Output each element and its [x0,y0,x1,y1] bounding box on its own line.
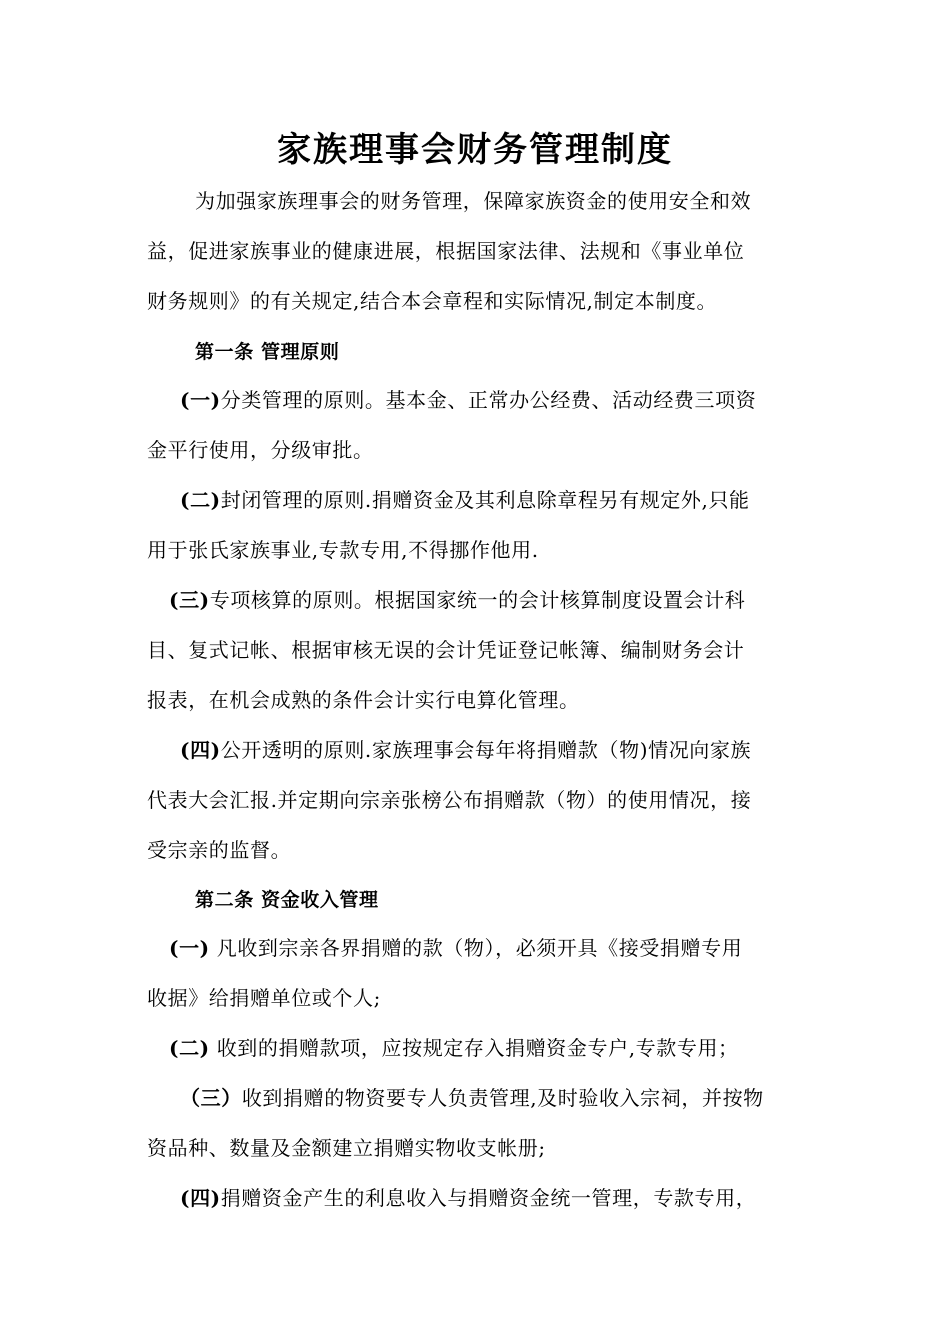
clause-line: 代表大会汇报.并定期向宗亲张榜公布捐赠款（物）的使用情况，接 [147,788,752,812]
clause-line: 收据》给捐赠单位或个人; [147,986,381,1010]
clause-line [180,486,840,514]
clause-line [180,736,840,764]
intro-line: 财务规则》的有关规定,结合本会章程和实际情况,制定本制度。 [147,289,718,313]
clause-line [169,586,829,614]
clause-line [180,1084,840,1112]
clause-line [169,934,829,962]
clause-marker: (三) [169,588,210,612]
intro-line: 为加强家族理事会的财务管理，保障家族资金的使用安全和效 [195,189,752,213]
clause-line: 用于张氏家族事业,专款专用,不得挪作他用. [147,538,539,562]
clause-text: 公开透明的原则.家族理事会每年将捐赠款（物)情况向家族 [220,738,752,762]
intro-line: 益，促进家族事业的健康进展，根据国家法律、法规和《事业单位 [147,239,745,263]
clause-text: 凡收到宗亲各界捐赠的款（物），必须开具《接受捐赠专用 [209,936,743,960]
clause-text: 封闭管理的原则.捐赠资金及其利息除章程另有规定外,只能 [220,488,750,512]
clause-marker: (四) [180,1186,221,1210]
clause-line: 目、复式记帐、根据审核无误的会计凭证登记帐簿、编制财务会计 [147,638,745,662]
clause-marker: (四) [180,738,221,762]
article-heading: 第一条 管理原则 [195,341,340,363]
clause-text: 捐赠资金产生的利息收入与捐赠资金统一管理，专款专用， [220,1186,757,1210]
clause-line: 报表，在机会成熟的条件会计实行电算化管理。 [147,688,580,712]
clause-line [169,1034,829,1062]
clause-line: 金平行使用，分级审批。 [147,438,374,462]
clause-text: 收到捐赠的物资要专人负责管理,及时验收入宗祠，并按物 [241,1086,764,1110]
article-heading: 第二条 资金收入管理 [195,889,379,911]
clause-text: 分类管理的原则。基本金、正常办公经费、活动经费三项资 [220,388,757,412]
clause-marker: (一) [169,936,210,960]
clause-text: 专项核算的原则。根据国家统一的会计核算制度设置会计科 [209,588,746,612]
clause-marker: （三） [180,1086,242,1110]
clause-line [180,1184,840,1212]
clause-text: 收到的捐赠款项，应按规定存入捐赠资金专户,专款专用； [209,1036,739,1060]
clause-line: 受宗亲的监督。 [147,838,292,862]
clause-line: 资品种、数量及金额建立捐赠实物收支帐册; [147,1136,546,1160]
clause-marker: (二) [180,488,221,512]
clause-marker: (二) [169,1036,210,1060]
document-title: 家族理事会财务管理制度 [277,130,673,170]
clause-marker: (一) [180,388,221,412]
clause-line [180,386,840,414]
